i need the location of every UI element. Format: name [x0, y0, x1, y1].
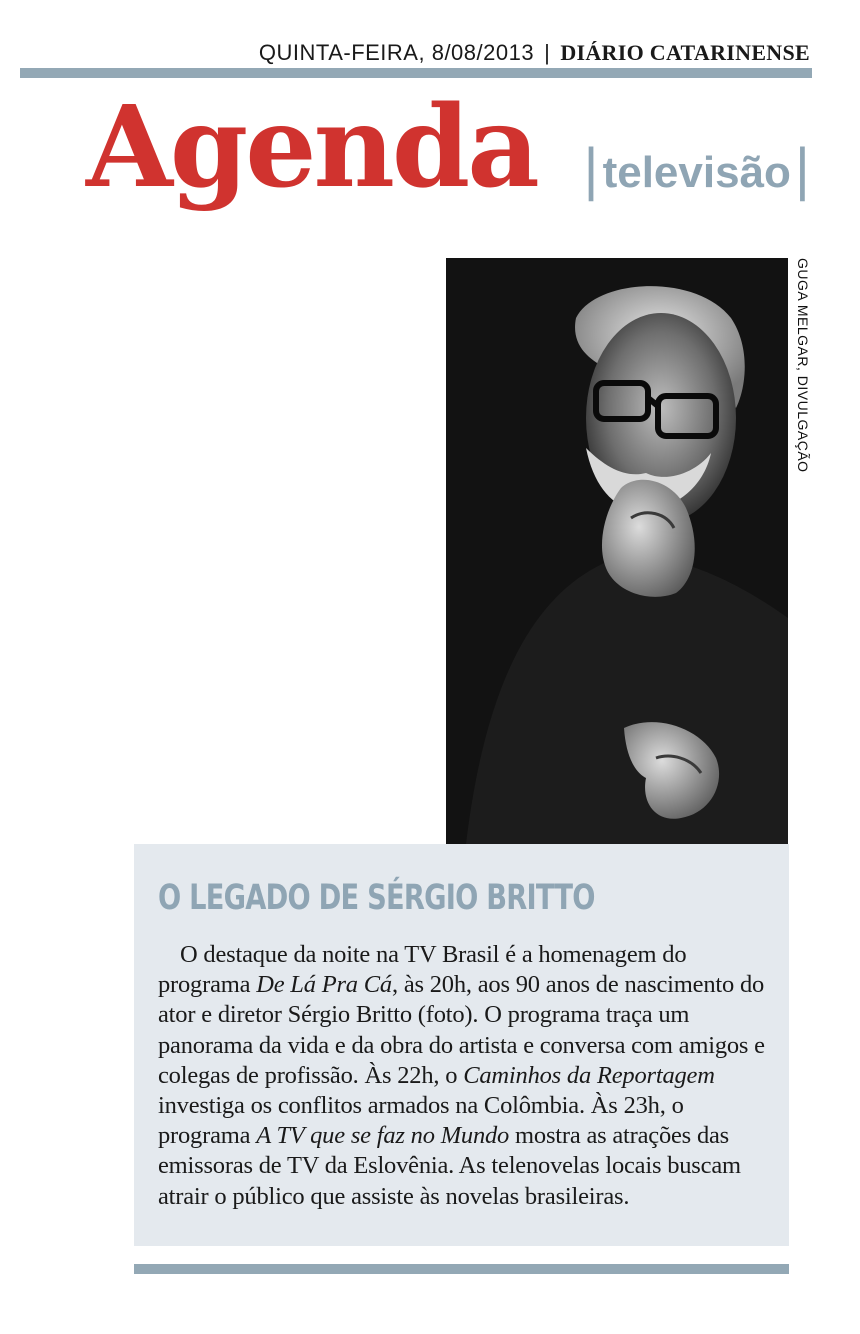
bottom-rule: [134, 1264, 789, 1274]
section-tag: [583, 136, 811, 202]
section-title: Agenda: [86, 82, 537, 213]
article-paragraph: [158, 940, 768, 1212]
portrait-photo: [446, 258, 788, 844]
section-tag-bar-right: |: [794, 136, 810, 202]
program-name-3: A TV que se faz no Mundo: [256, 1122, 510, 1150]
program-name-1: De Lá Pra Cá: [256, 971, 392, 999]
photo-credit: [788, 258, 818, 478]
article-text-part-3: investiga os conflitos armados na Colômbia. Às 23h, o programa: [158, 1092, 684, 1150]
portrait-illustration: [446, 258, 788, 844]
article-text-part-2: , às 20h, aos 90 anos de nascimento do ator e diretor Sérgio Britto (foto). O programa traça um panorama da vida e da obra do artista e conversa com amigos e colegas de profissão. Às 22h, o: [158, 971, 765, 1089]
section-tag-label: televisão: [602, 148, 791, 197]
section-tag-bar-left: |: [583, 136, 599, 202]
publication-date: QUINTA-FEIRA, 8/08/2013: [258, 40, 535, 65]
article-text-part-4: mostra as atrações das emissoras de TV da Eslovênia. As telenovelas locais buscam atrair o público que assiste às novelas brasileiras.: [158, 1122, 741, 1210]
program-name-2: Caminhos da Reportagem: [463, 1061, 715, 1089]
article-headline: O LEGADO DE SÉRGIO BRITTO: [158, 878, 595, 918]
page-header: [259, 40, 810, 66]
article-text-part-1: O destaque da noite na TV Brasil é a homenagem do programa: [158, 941, 687, 999]
newspaper-name: DIÁRIO CATARINENSE: [560, 40, 810, 65]
header-separator: |: [544, 40, 551, 65]
photo-credit-text: GUGA MELGAR, DIVULGAÇÃO: [795, 258, 811, 473]
article-body: [158, 940, 768, 1212]
article-box: [134, 844, 789, 1246]
top-rule: [20, 68, 812, 78]
